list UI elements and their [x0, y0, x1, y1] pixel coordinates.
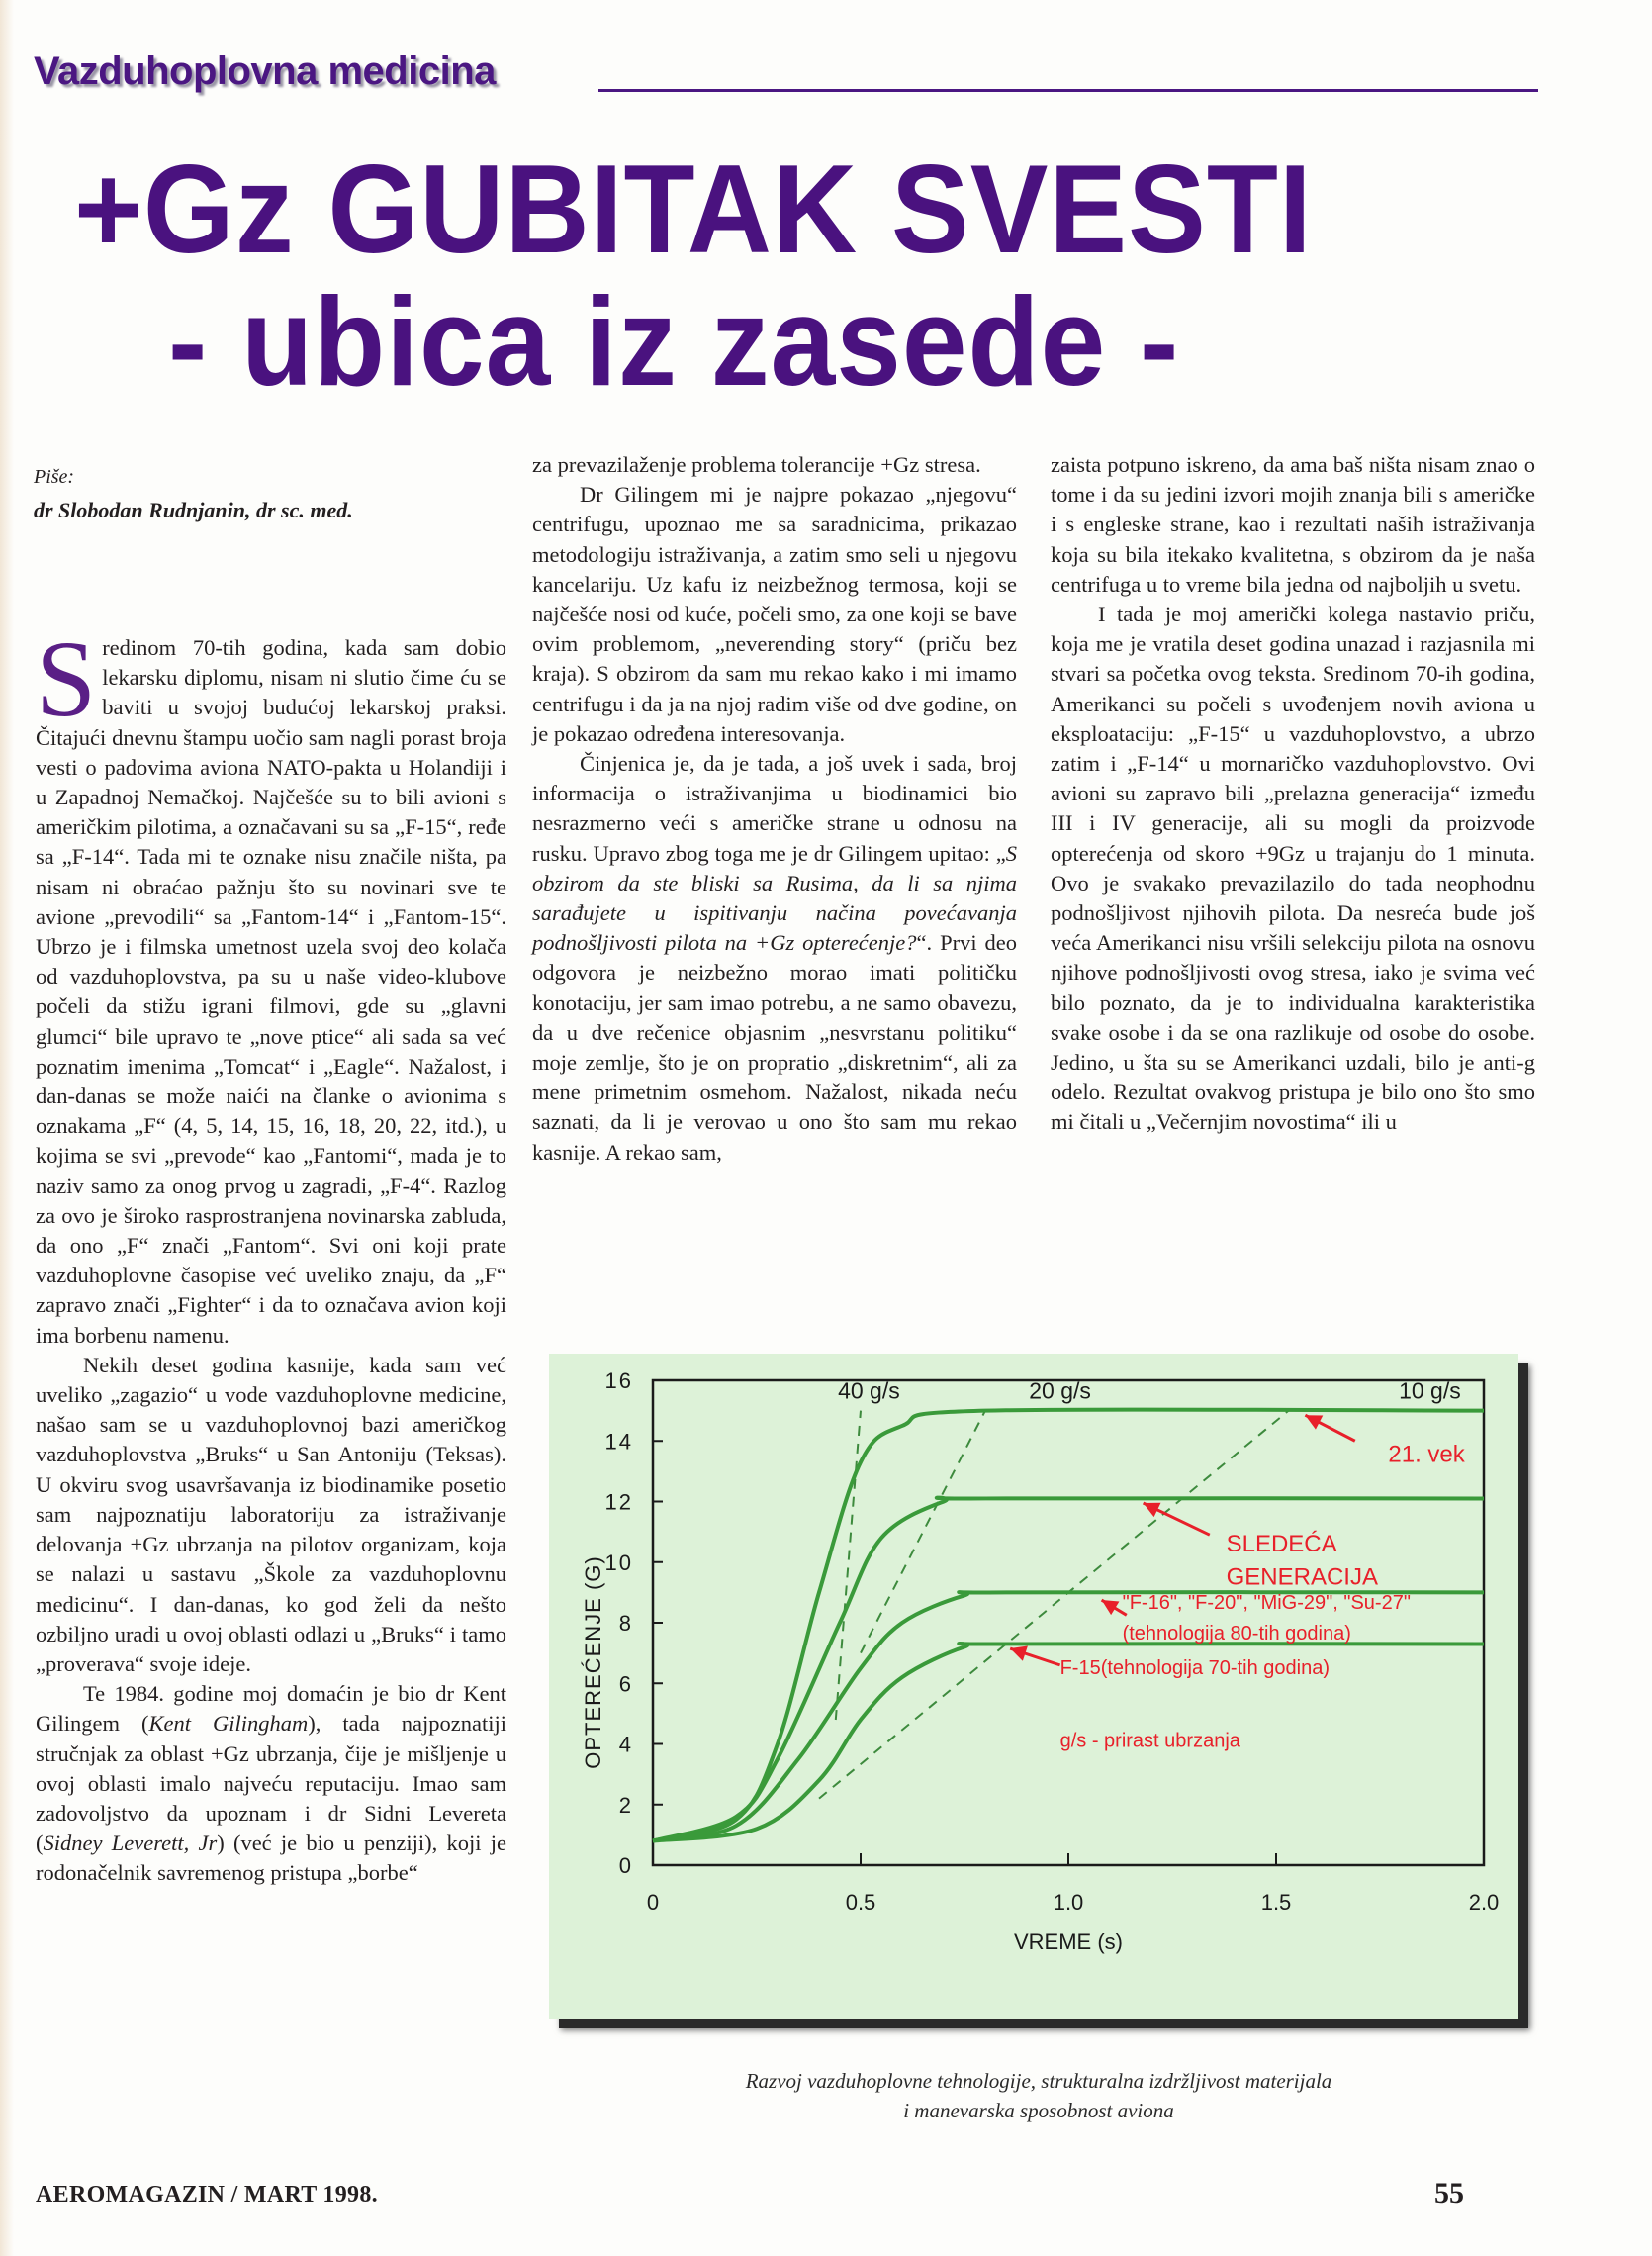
g-curve: [653, 1409, 1484, 1840]
annotation-next-generation: GENERACIJA: [1226, 1563, 1378, 1591]
article-column-2: [532, 450, 1017, 1168]
page-number: 55: [1434, 2177, 1464, 2209]
byline: [34, 460, 353, 527]
article-column-3: [1051, 450, 1535, 1138]
section-heading: Vazduhoplovna medicina: [34, 49, 496, 93]
x-tick-label: 1.0: [1053, 1890, 1084, 1915]
drop-cap: S: [36, 618, 97, 739]
y-tick-label: 2: [618, 1792, 633, 1818]
onset-rate-label: 10 g/s: [1399, 1377, 1461, 1404]
paragraph: Činjenica je, da je tada, a još uvek i sada, broj informacija o istraživanjima u biodinamici bio nesrazmerno veći s američke strane u odnosu na rusku. Upravo zbog toga me je dr Gilingem upitao: „S obzirom da ste bliski sa Rusima, da li sa njima sarađujete u ispitivanju načina povećavanja podnošljivosti pilota na +Gz opterećenje?“. Prvi deo odgovora je neizbežno morao imati političku konotaciju, jer sam imao potrebu, a ne samo obavezu, da u dve rečenice objasnim „nesvrstanu politiku“ moje zemlje, što je on propratio „diskretnim“, ali za mene primetnim osmehom. Nažalost, nikada neću saznati, da li je verovao u ono što sam mu rekao kasnije. A rekao sam,: [532, 751, 1017, 1165]
y-tick-label: 10: [604, 1550, 633, 1575]
onset-rate-line: [861, 1411, 985, 1653]
paragraph: Dr Gilingem mi je najpre pokazao „njegovu“ centrifugu, upoznao me sa saradnicima, prikazao metodologiju istraživanja, a zatim smo seli u njegovu kancelariju. Uz kafu iz neizbežnog termosa, koji se najčešće nosi od kuće, počeli smo, za one koji se bave ovim problemom, „neverending story“ (priču bez kraja). S obzirom da sam mu rekao kako i mi imamo centrifugu i da ja na njoj radim više od dve godine, on je pokazao određena interesovanja.: [532, 482, 1017, 746]
y-tick-label: 16: [604, 1368, 633, 1393]
paragraph: Sredinom 70-tih godina, kada sam dobio lekarsku diplomu, nisam ni slutio čime ću se baviti u svojoj budućoj lekarskoj praksi. Čitajući dnevnu štampu uočio sam nagli porast broja vesti o padovima aviona NATO-pakta u Holandiji i u Zapadnoj Nemačkoj. Najčešće su to bili avioni s američkim pilotima, a označavani su sa „F-15“, ređe sa „F-14“. Tada mi te oznake nisu značile ništa, pa nisam ni obraćao pažnju što su novinari sve te avione „prevodili“ sa „Fantom-14“ i „Fantom-15“. Ubrzo je i filmska umetnost uzela svoj deo kolača od vazduhoplovstva, pa su u naše video-klubove počeli da stižu igrani filmovi, gde su „glavni glumci“ bile upravo te „nove ptice“ ali sada sa već poznatim imenima „Tomcat“ i „Eagle“. Nažalost, i dan-danas se može naići na članke o avionima s oznakama „F“ (4, 5, 14, 15, 16, 18, 20, 22, itd.), u kojima se svi „prevode“ kao „Fantomi“, mada je to naziv samo za onog prvog u zagradi, „F-4“. Razlog za ovo je široko rasprostranjena novinarska zabluda, da ono „F“ znači „Fantom“. Svi oni koji prate vazduhoplovne časopise već uveliko znaju, da „F“ zapravo znači „Fighter“ i da to označava avion koji ima borbenu namenu.: [36, 618, 506, 1348]
article-subtitle: - ubica iz zasede -: [168, 271, 1180, 413]
onset-rate-label: 20 g/s: [1029, 1377, 1091, 1404]
x-tick-label: 1.5: [1260, 1890, 1292, 1915]
g-onset-chart: [549, 1354, 1518, 2019]
byline-author: dr Slobodan Rudnjanin, dr sc. med.: [34, 498, 353, 522]
y-axis-label: OPTEREĆENJE (G): [581, 1555, 605, 1769]
chart-canvas: [549, 1354, 1518, 2019]
paragraph: za prevazilaženje problema tolerancije +Gz stresa.: [532, 452, 981, 477]
y-tick-label: 8: [618, 1611, 633, 1636]
y-tick-label: 6: [618, 1671, 633, 1697]
publication-footer: AEROMAGAZIN / MART 1998.: [36, 2182, 378, 2208]
x-tick-label: 2.0: [1468, 1890, 1500, 1915]
y-tick-label: 4: [618, 1732, 633, 1757]
annotation-legend: g/s - prirast ubrzanja: [1059, 1730, 1240, 1752]
x-axis-label: VREME (s): [1014, 1929, 1123, 1954]
y-tick-label: 12: [604, 1489, 633, 1515]
paragraph: I tada je moj američki kolega nastavio priču, koja me je vratila deset godina unazad i razjasnila mi stvari sa početka ovog teksta. Sredinom 70-ih godina, Amerikanci su počeli s uvođenjem novih aviona u eksploataciju: „F-15“ u vazduhoplovstvo, a ubrzo zatim i „F-14“ u mornaričko vazduhoplovstvo. Ovi avioni su zapravo bili „prelazna generacija“ između III i IV generacije, ali su mogli da proizvode opterećenja od skoro +9Gz u trajanju do 1 minuta. Ovo je svakako prevazilazilo do tada neophodnu podnošljivost njihovih pilota. Da nesreća bude još veća Amerikanci nisu vršili selekciju pilota na osnovu njihove podnošljivosti ovog stresa, iako je svima već bilo poznato, da je to individualna karakteristika svake osobe i da se ona razlikuje od osobe do osobe. Jedino, u šta su se Amerikanci uzdali, bilo je anti-g odelo. Rezultat ovakvog pristupa je bilo ono što smo mi čitali u „Večernjim novostima“ ili u: [1051, 602, 1535, 1135]
annotation-80s: (tehnologija 80-tih godina): [1122, 1622, 1351, 1645]
y-tick-label: 14: [604, 1429, 633, 1455]
page-binding-edge: [0, 0, 14, 2256]
y-tick-label: 0: [618, 1853, 633, 1878]
annotation-next-generation: SLEDEĆA: [1226, 1531, 1337, 1558]
x-tick-label: 0.5: [845, 1890, 876, 1915]
byline-label: Piše:: [34, 466, 75, 488]
paragraph: zaista potpuno iskreno, da ama baš ništa nisam znao o tome i da su jedini izvori mojih znanja bili s američke i s engleske strane, kao i rezultati naših istraživanja koja su bila itekako kvalitetna, s obzirom da je naša centrifuga u to vreme bila jedna od najboljih u svetu.: [1051, 452, 1535, 597]
annotation-80s: "F-16", "F-20", "MiG-29", "Su-27": [1122, 1592, 1411, 1615]
onset-rate-label: 40 g/s: [838, 1377, 900, 1404]
x-tick-label: 0: [646, 1890, 660, 1915]
article-title: +Gz GUBITAK SVESTI: [74, 139, 1313, 280]
paragraph: Nekih deset godina kasnije, kada sam već uveliko „zagazio“ u vode vazduhoplovne medicine, našao sam se u vazduhoplovnoj bazi američkog vazduhoplovstva „Bruks“ u San Antoniju (Teksas). U okviru svog usavršavanja iz biodinamike posetio sam najpoznatiju laboratoriju za istraživanje delovanja +Gz ubrzanja na pilotov organizam, koja se nalazi u sastavu „Škole za vazduhoplovnu medicinu“. I dan-danas, ko god želi da nešto ozbiljno uradi u ovoj oblasti odlazi u „Bruks“ i tamo „proverava“ svoje ideje.: [36, 1352, 506, 1676]
paragraph: Te 1984. godine moj domaćin je bio dr Kent Gilingem (Kent Gilingham), tada najpoznatiji stručnjak za oblast +Gz ubrzanja, čije je mišljenje u ovoj oblasti imalo najveću reputaciju. Imao sam zadovoljstvo da upoznam i dr Sidni Levereta (Sidney Leverett, Jr) (već je bio u penziji), koji je rodonačelnik savremenog pristupa „borbe“: [36, 1681, 507, 1886]
annotation-21-vek: 21. vek: [1388, 1441, 1465, 1468]
annotation-70s: F-15(tehnologija 70-tih godina): [1059, 1657, 1331, 1680]
plot-frame: [653, 1380, 1484, 1865]
figure-caption: Razvoj vazduhoplovne tehnologije, strukturalna izdržljivost materijala i manevarska sposobnost aviona: [745, 2069, 1332, 2122]
g-curve: [653, 1592, 1484, 1840]
article-column-1: [36, 618, 507, 1889]
section-rule: [598, 89, 1538, 92]
